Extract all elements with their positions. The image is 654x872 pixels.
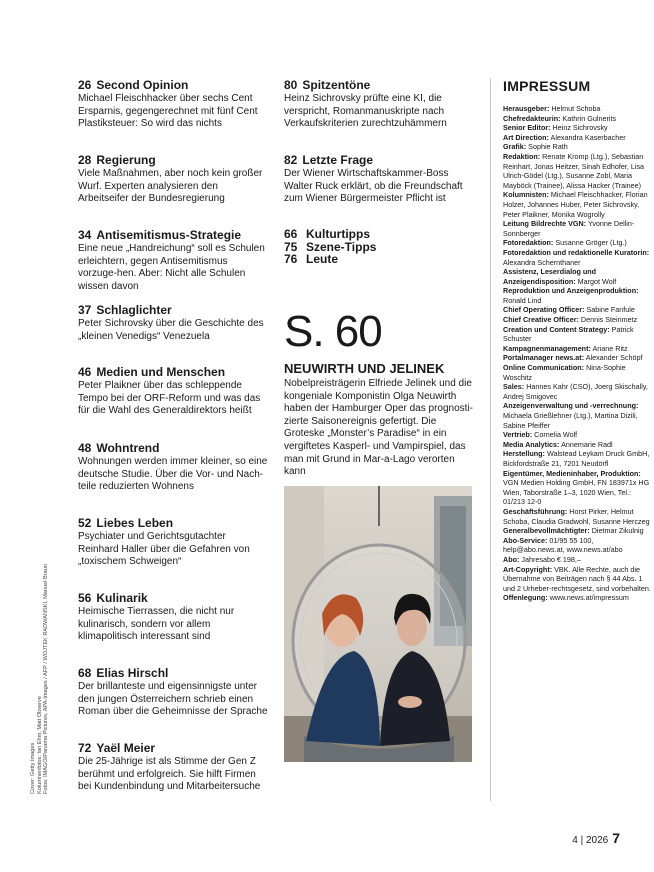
photo-credits <box>30 564 50 794</box>
impressum-entry <box>503 238 627 247</box>
impressum-value: Dennis Steinmetz <box>580 315 638 325</box>
column-divider <box>490 78 491 801</box>
impressum-label: Media Analytics: <box>503 439 560 449</box>
impressum-value: Ronald Lind <box>503 295 542 305</box>
toc-title-text: Leute <box>306 252 339 266</box>
impressum-entry <box>503 142 568 151</box>
impressum-value: Jahresabo € 198,– <box>521 554 581 564</box>
impressum-value: Margot Wolf <box>577 276 617 286</box>
impressum-label: Anzeigenverwaltung und -verrechnung: <box>503 401 639 411</box>
feature-photo-illustration <box>284 486 472 762</box>
toc-entry-title <box>78 591 268 605</box>
impressum-title: IMPRESSUM <box>503 78 591 94</box>
impressum-label: Assistenz, Leserdialog und Anzeigendisposition: <box>503 267 597 286</box>
impressum-label: Fotoredaktion: <box>503 238 554 248</box>
short-toc-list <box>284 228 376 266</box>
impressum-label: Eigentümer, Medieninhaber, Produktion: <box>503 468 641 478</box>
toc-entry-title <box>78 303 268 317</box>
impressum-value: Susanne Gröger (Ltg.) <box>555 238 627 248</box>
toc-page-number: 75 <box>284 239 298 254</box>
toc-entry-description: Viele Maßnahmen, aber noch kein großer Wurf. Experten analysieren den Arbeitseifer der Bundesregierung <box>78 168 263 205</box>
impressum-label: Portalmanager news.at: <box>503 353 585 363</box>
impressum-label: Abo-Service: <box>503 535 548 545</box>
toc-entry-description: Wohnungen werden immer kleiner, so eine deutsche Studie. Über die Vor- und Nach-teile reduzierten Wohnens <box>78 456 268 493</box>
impressum-value: Sabine Fanfule <box>586 305 635 315</box>
toc-entry[interactable] <box>78 441 268 494</box>
toc-entry-description: Der brillanteste und eigensinnigste unter den jungen Österreichern schrieb einen Roman über die Geheimnisse der Sprache <box>78 681 268 718</box>
feature-description: Nobelpreisträgerin Elfriede Jelinek und die kongeniale Komponistin Olga Neuwirth haben der Hamburger Oper das prognosti-zierte Saisonereignis gefertigt. Die Groteske „Monster’s Paradise“ in ein vergiftetes Kasperl- und Vampirspiel, das man mit Grund in Mar-a-Lago verorten kann <box>284 378 473 478</box>
toc-page-number: 37 <box>78 303 92 317</box>
impressum-body <box>503 104 653 603</box>
impressum-value: Renate Kromp (Ltg.), Sebastian Reinhart, Jonas Heitzer, Sinah Edhofer, Lisa Ulrich-Gödel (Ltg.), Susanne Zobl, Maria Mayböck (Trainee), Alissa Hacker (Trainee) <box>503 151 645 190</box>
impressum-value: Cornelia Wolf <box>534 430 578 440</box>
toc-title-text: Spitzentöne <box>302 78 371 92</box>
impressum-value: VBK. Alle Rechte, auch die Übernahme von Beiträgen nach § 44 Abs. 1 und 2 Urheber-rechtsgesetz, sind vorbehalten. <box>503 564 651 593</box>
impressum-value: Alexandra Kaserbacher <box>550 132 626 142</box>
toc-entry-title <box>78 228 268 242</box>
impressum-entry <box>503 114 616 123</box>
toc-page-number: 72 <box>78 741 92 755</box>
toc-page-number: 28 <box>78 153 92 167</box>
toc-page-number: 26 <box>78 78 92 92</box>
impressum-label: Kolumnisten: <box>503 190 549 200</box>
toc-title-text: Szene-Tipps <box>306 239 377 254</box>
impressum-entry <box>503 565 651 593</box>
toc-page-number: 56 <box>78 591 92 605</box>
toc-entry[interactable] <box>78 741 268 794</box>
impressum-value: VGN Medien Holding GmbH, FN 183971x HG Wien, Taborstraße 1–3, 1020 Wien, Tel.: 01/213 12-0 <box>503 478 650 507</box>
impressum-value: Helmut Schoba <box>551 104 601 113</box>
toc-entry[interactable] <box>78 591 268 644</box>
toc-title-text: Schlaglichter <box>96 303 172 317</box>
toc-entry-title <box>78 741 268 755</box>
impressum-label: Chief Creative Officer: <box>503 315 579 325</box>
page-footer <box>572 830 620 846</box>
impressum-entry <box>503 536 623 555</box>
toc-entry-description: Eine neue „Handreichung“ soll es Schulen erleichtern, gegen Antisemitismus vorzuge-hen. Aber: Nicht alle Schulen wissen davon <box>78 243 265 292</box>
impressum-entry <box>503 593 629 602</box>
impressum-value: Patrick Schuster <box>503 324 634 344</box>
impressum-value: www.news.at/impressum <box>549 593 629 603</box>
impressum-label: Herausgeber: <box>503 104 550 113</box>
impressum-label: Kampagnenmanagement: <box>503 343 591 353</box>
toc-title-text: Second Opinion <box>96 78 189 92</box>
toc-title-text: Wohntrend <box>96 441 160 455</box>
impressum-entry <box>503 555 581 564</box>
toc-entry-description: Peter Plaikner über das schleppende Tempo bei der ORF-Reform und was das für die Wahl des Generaldirektors heißt <box>78 380 261 417</box>
impressum-value: Alexander Schöpf <box>585 353 643 363</box>
impressum-label: Grafik: <box>503 142 527 152</box>
impressum-entry <box>503 219 634 238</box>
impressum-value: Annemarie Radl <box>561 439 613 449</box>
short-toc-item[interactable] <box>284 253 376 266</box>
impressum-label: Abo: <box>503 554 520 564</box>
toc-title-text: Yaël Meier <box>96 741 156 755</box>
impressum-label: Leitung Bildrechte VGN: <box>503 219 587 229</box>
toc-title-text: Letzte Frage <box>302 153 374 167</box>
toc-entry[interactable] <box>78 78 268 131</box>
impressum-label: Online Communication: <box>503 363 585 373</box>
impressum-label: Senior Editor: <box>503 123 551 133</box>
impressum-value: Alexandra Schernthaner <box>503 257 581 267</box>
toc-entry[interactable] <box>78 303 268 343</box>
impressum-entry <box>503 286 638 305</box>
toc-page-number: 76 <box>284 252 298 266</box>
impressum-value: Walstead Leykam Druck GmbH, Bickfordstraße 21, 7201 Neudörfl <box>503 449 650 468</box>
toc-entry[interactable] <box>284 78 476 131</box>
impressum-label: Art Direction: <box>503 132 549 142</box>
toc-title-text: Elias Hirschl <box>96 666 169 680</box>
toc-entry-description: Heimische Tierrassen, die nicht nur kulinarisch, sondern vor allem klimapolitisch interessant sind <box>78 606 235 643</box>
toc-page-number: 66 <box>284 227 298 241</box>
toc-title-text: Liebes Leben <box>96 516 174 530</box>
impressum-value: Michael Fleischhacker, Florian Holzer, Johannes Huber, Peter Sichrovsky, Peter Plaikner, Monika Wogrolly <box>503 190 648 219</box>
impressum-entry <box>503 401 638 429</box>
impressum-value: Sophie Rath <box>528 142 568 152</box>
impressum-entry <box>503 507 650 526</box>
feature-photo <box>284 486 472 762</box>
impressum-entry <box>503 469 649 507</box>
impressum-label: Vertrieb: <box>503 430 533 440</box>
toc-entry[interactable] <box>78 228 268 293</box>
toc-entry-description: Psychiater und Gerichtsgutachter Reinhard Haller über die Gefahren von „toxischem Schweigen“ <box>78 531 250 568</box>
impressum-value: Heinz Sichrovsky <box>552 123 608 133</box>
toc-entry-title <box>78 365 268 379</box>
toc-entry-title <box>78 78 268 92</box>
toc-entry-description: Michael Fleischhacker über sechs Cent Ersparnis, gegengerechnet mit fünf Cent Plastiksteuer: So wird das nichts <box>78 93 258 130</box>
impressum-label: Reproduktion und Anzeigenproduktion: <box>503 286 639 296</box>
impressum-entry <box>503 248 649 267</box>
impressum-label: Geschäftsführung: <box>503 506 568 516</box>
toc-entry-title <box>284 153 476 167</box>
impressum-value: Nina-Sophie Woschitz <box>503 363 626 382</box>
impressum-entry <box>503 430 577 439</box>
impressum-value: Yvonne Dellin-Sonnberger <box>503 219 635 238</box>
impressum-label: Fotoredaktion und redaktionelle Kuratorin: <box>503 247 650 257</box>
impressum-entry <box>503 267 616 286</box>
toc-page-number: 80 <box>284 78 298 92</box>
toc-entry-description: Der Wiener Wirtschaftskammer-Boss Walter Ruck erklärt, ob die Freundschaft zum Wiener Bürgermeister Pflicht ist <box>284 168 463 205</box>
impressum-entry <box>503 382 648 401</box>
toc-page-number: 46 <box>78 365 92 379</box>
toc-entry[interactable] <box>78 365 268 418</box>
page-number: 7 <box>612 830 620 846</box>
feature-page-number: S. 60 <box>284 307 382 356</box>
issue-number: 4 | 2026 <box>572 835 609 846</box>
toc-title-text: Medien und Menschen <box>96 365 226 379</box>
impressum-entry <box>503 344 628 353</box>
impressum-value: Hannes Kahr (CSO), Joerg Skischally, Andrej Smigovec <box>503 382 648 401</box>
feature-title[interactable]: NEUWIRTH UND JELINEK <box>284 361 445 376</box>
toc-title-text: Kulinarik <box>96 591 148 605</box>
impressum-entry <box>503 363 626 382</box>
impressum-entry <box>503 133 626 142</box>
impressum-label: Redaktion: <box>503 151 541 161</box>
impressum-label: Sales: <box>503 382 525 392</box>
toc-title-text: Antisemitismus-Strategie <box>96 228 242 242</box>
toc-title-text: Regierung <box>96 153 156 167</box>
credit-line: Cover: Getty Images <box>30 742 36 794</box>
impressum-label: Creation und Content Strategy: <box>503 324 610 334</box>
toc-entry[interactable] <box>78 153 268 206</box>
impressum-value: 01/95 55 100, help@abo.news.at, www.news.at/abo <box>503 535 623 555</box>
toc-entry-title <box>78 441 268 455</box>
toc-page-number: 82 <box>284 153 298 167</box>
impressum-entry <box>503 104 600 113</box>
impressum-value: Horst Pirker, Helmut Schoba, Claudia Gradwohl, Susanne Herczeg <box>503 506 650 526</box>
toc-page-number: 68 <box>78 666 92 680</box>
impressum-entry <box>503 325 634 344</box>
toc-page-number: 52 <box>78 516 92 530</box>
impressum-label: Generalbevollmächtigter: <box>503 526 590 536</box>
toc-page-number: 34 <box>78 228 92 242</box>
impressum-entry <box>503 315 637 324</box>
toc-page-number: 48 <box>78 441 92 455</box>
impressum-entry <box>503 353 642 362</box>
impressum-value: Kathrin Gulnerits <box>562 113 617 123</box>
impressum-label: Art-Copyright: <box>503 564 553 574</box>
toc-entry-description: Die 25-Jährige ist als Stimme der Gen Z berühmt und erfolgreich. Sie hilft Firmen bei Kundenbindung und Mitarbeitersuche <box>78 756 261 793</box>
impressum-value: Dietmar Zikulnig <box>591 526 644 536</box>
credit-line: Kolumnenfotos: Ian Ehm, Matt Observe <box>36 696 43 794</box>
impressum-value: Ariane Ritz <box>592 343 628 353</box>
toc-entry-title <box>78 666 268 680</box>
impressum-label: Herstellung: <box>503 449 545 459</box>
impressum-value: Michaela Grießlehner (Ltg.), Martina Dizili, Sabine Pfeiffer <box>503 411 638 430</box>
toc-entry[interactable] <box>78 516 268 569</box>
toc-title-text: Kulturtipps <box>306 227 370 241</box>
impressum-entry <box>503 152 644 190</box>
impressum-label: Chefredakteurin: <box>503 113 561 123</box>
impressum-entry <box>503 305 635 314</box>
credit-line: Fotos: IMAGO/Panama Pictures, APA-Images / AFP / WOJTEK RADWANSKI, Manuel Braun <box>43 564 50 794</box>
impressum-entry <box>503 526 644 535</box>
impressum-label: Chief Operating Officer: <box>503 305 585 315</box>
impressum-entry <box>503 123 608 132</box>
toc-entry-description: Peter Sichrovsky über die Geschichte des „kleinen Venedigs“ Venezuela <box>78 318 264 342</box>
impressum-label: Offenlegung: <box>503 593 548 603</box>
toc-entry-description: Heinz Sichrovsky prüfte eine KI, die verspricht, Romanmanuskripte nach Verkaufskriterien zurechtzuhämmern <box>284 93 447 130</box>
toc-entry[interactable] <box>284 153 476 206</box>
impressum-entry <box>503 190 648 218</box>
toc-entry[interactable] <box>78 666 268 719</box>
toc-entry-title <box>78 516 268 530</box>
toc-entry-title <box>284 78 476 92</box>
impressum-entry <box>503 440 613 449</box>
toc-entry-title <box>78 153 268 167</box>
impressum-entry <box>503 449 649 468</box>
impressum-column <box>503 78 653 603</box>
